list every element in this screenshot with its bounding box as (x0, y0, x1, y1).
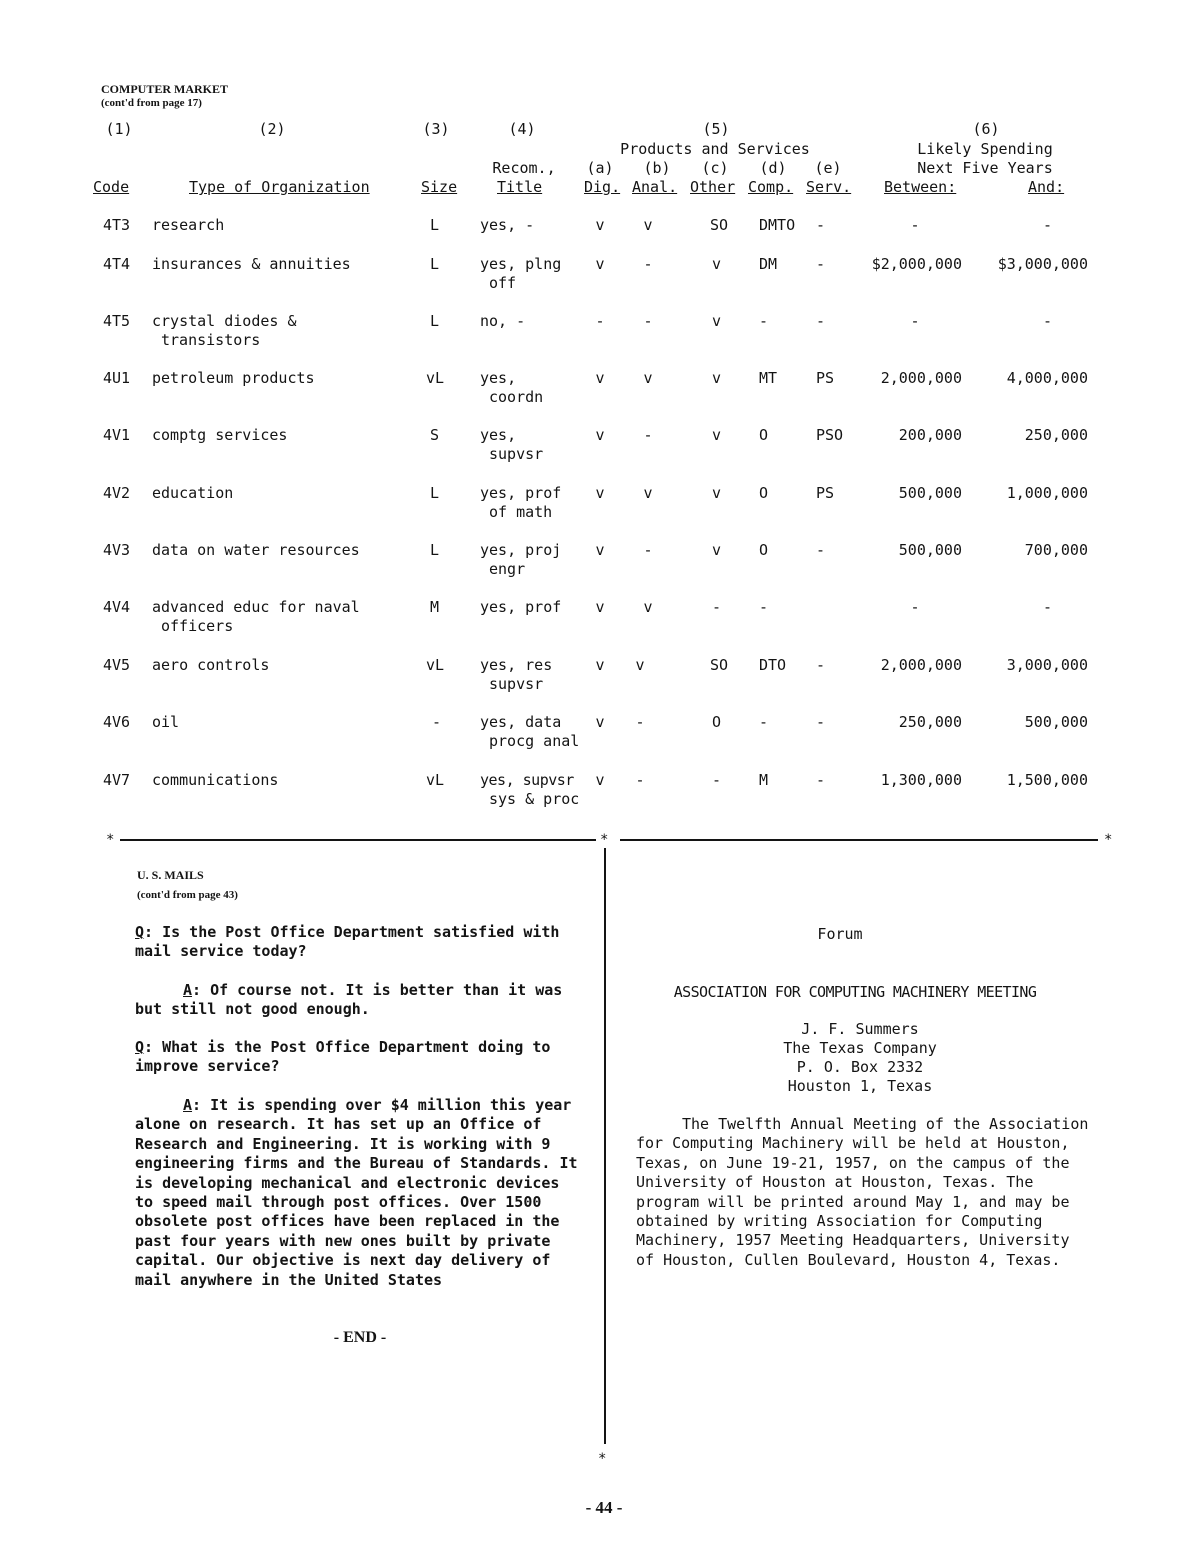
size-cell: L (430, 216, 440, 234)
between-cell: 500,000 (898, 541, 962, 559)
question-1: Q: Is the Post Office Department satisfied with mail service today? (135, 923, 560, 961)
serv-cell: - (816, 541, 826, 559)
size-cell: L (430, 255, 440, 273)
code-cell: 4T5 (103, 312, 131, 330)
separator-star: * (106, 832, 115, 848)
serv-cell: - (816, 312, 826, 330)
a-label: A (183, 981, 193, 999)
other-cell: O (712, 713, 722, 731)
title-cell: yes, res (480, 656, 553, 674)
header-serv: Serv. (806, 178, 852, 196)
header-type: Type of Organization (189, 178, 370, 196)
code-cell: 4V2 (103, 484, 131, 502)
size-cell: vL (426, 771, 445, 789)
group-title-spending: Likely Spending (917, 140, 1053, 158)
answer-1: A: Of course not. It is better than it was but still not good enough. (135, 981, 563, 1019)
dig-cell: v (595, 426, 605, 444)
comp-cell: O (759, 484, 769, 502)
other-cell: v (712, 484, 722, 502)
anal-cell: - (643, 541, 653, 559)
and-cell: 500,000 (1024, 713, 1088, 731)
type-cell-line2: transistors (161, 331, 261, 349)
question-1-text: Is the Post Office Department satisfied with mail service today? (135, 923, 560, 961)
contact-box: P. O. Box 2332 (796, 1058, 924, 1076)
separator-star: * (1104, 832, 1113, 848)
and-cell: - (1042, 312, 1052, 330)
col-number: (3) (422, 120, 450, 138)
header-title: Title (497, 178, 543, 196)
dig-cell: v (595, 656, 605, 674)
forum-heading: Forum (817, 925, 863, 943)
q-label: Q (135, 1038, 145, 1056)
serv-cell: - (816, 656, 826, 674)
other-cell: - (712, 771, 722, 789)
group-title-products: Products and Services (620, 140, 810, 158)
title-cell-line2: procg anal (489, 732, 580, 750)
type-cell: advanced educ for naval (152, 598, 360, 616)
between-cell: - (910, 598, 920, 616)
type-cell: aero controls (152, 656, 270, 674)
comp-cell: DMTO (759, 216, 796, 234)
between-cell: 2,000,000 (880, 369, 962, 387)
contact-name: J. F. Summers (801, 1020, 919, 1038)
dig-cell: v (595, 255, 605, 273)
other-cell: v (712, 255, 722, 273)
title-cell: yes, - (480, 216, 535, 234)
title-cell-line2: supvsr (489, 675, 544, 693)
question-2-text: What is the Post Office Department doing to improve service? (135, 1038, 551, 1076)
answer-2-text: It is spending over $4 million this year alone on research. It has set up an Office of Research and Engineering. It is working with 9 engineering firms and the Bureau of Standards. It is developing mechanical and electronic devices to speed mail through post offices. Over 1500 obsolete post offices have been replaced in the past four years with new ones built by private capital. Our objective is next day delivery of mail anywhere in the United States (135, 1096, 578, 1289)
group-title-spending-2: Next Five Years (917, 159, 1053, 177)
separator-rule (620, 839, 1098, 841)
title-cell-line2: sys & proc (489, 790, 580, 808)
comp-cell: DTO (759, 656, 787, 674)
anal-cell: - (635, 713, 645, 731)
type-cell: communications (152, 771, 279, 789)
and-cell: 4,000,000 (1006, 369, 1088, 387)
comp-cell: M (759, 771, 769, 789)
mails-continued: (cont'd from page 43) (137, 889, 238, 901)
anal-cell: v (643, 484, 653, 502)
header-and: And: (1028, 178, 1065, 196)
sub-letter: (c) (701, 159, 729, 177)
dig-cell: - (595, 312, 605, 330)
header-anal: Anal. (632, 178, 678, 196)
between-cell: - (910, 312, 920, 330)
dig-cell: v (595, 369, 605, 387)
type-cell-line2: officers (161, 617, 234, 635)
other-cell: - (712, 598, 722, 616)
and-cell: - (1042, 216, 1052, 234)
between-cell: 500,000 (898, 484, 962, 502)
code-cell: 4V3 (103, 541, 131, 559)
type-cell: crystal diodes & (152, 312, 297, 330)
other-cell: v (712, 312, 722, 330)
between-cell: 2,000,000 (880, 656, 962, 674)
and-cell: - (1042, 598, 1052, 616)
mails-title: U. S. MAILS (137, 868, 204, 882)
code-cell: 4T3 (103, 216, 131, 234)
title-cell: yes, (480, 426, 517, 444)
between-cell: $2,000,000 (871, 255, 962, 273)
between-cell: 250,000 (898, 713, 962, 731)
and-cell: 3,000,000 (1006, 656, 1088, 674)
type-cell: oil (152, 713, 180, 731)
forum-title: ASSOCIATION FOR COMPUTING MACHINERY MEETING (673, 983, 1037, 1001)
and-cell: 700,000 (1024, 541, 1088, 559)
title-cell-line2: of math (489, 503, 553, 521)
sub-letter: (e) (814, 159, 842, 177)
comp-cell: - (759, 312, 769, 330)
size-cell: L (430, 312, 440, 330)
type-cell: education (152, 484, 234, 502)
title-cell-line2: supvsr (489, 445, 544, 463)
header-code: Code (93, 178, 130, 196)
dig-cell: v (595, 598, 605, 616)
other-cell: SO (710, 656, 729, 674)
sub-letter: (d) (759, 159, 787, 177)
size-cell: vL (426, 369, 445, 387)
anal-cell: - (635, 771, 645, 789)
title-cell: yes, (480, 369, 517, 387)
dig-cell: v (595, 771, 605, 789)
header-size: Size (421, 178, 458, 196)
comp-cell: - (759, 713, 769, 731)
question-2: Q: What is the Post Office Department doing to improve service? (135, 1038, 551, 1076)
end-marker: - END - (333, 1329, 387, 1346)
dig-cell: v (595, 484, 605, 502)
header-comp: Comp. (748, 178, 794, 196)
title-cell: yes, prof (480, 598, 562, 616)
anal-cell: - (643, 426, 653, 444)
continued-note: (cont'd from page 17) (101, 97, 202, 109)
serv-cell: PS (816, 484, 835, 502)
answer-1-text: Of course not. It is better than it was but still not good enough. (135, 981, 563, 1019)
col-number: (2) (258, 120, 286, 138)
title-cell: yes, plng (480, 255, 562, 273)
section-title: COMPUTER MARKET (101, 82, 228, 96)
page-number: - 44 - (585, 1498, 623, 1517)
size-cell: M (430, 598, 440, 616)
type-cell: petroleum products (152, 369, 315, 387)
code-cell: 4V7 (103, 771, 131, 789)
code-cell: 4U1 (103, 369, 131, 387)
comp-cell: O (759, 541, 769, 559)
other-cell: v (712, 426, 722, 444)
and-cell: 1,000,000 (1006, 484, 1088, 502)
and-cell: $3,000,000 (997, 255, 1088, 273)
comp-cell: DM (759, 255, 778, 273)
code-cell: 4V4 (103, 598, 131, 616)
recom-label: Recom., (492, 159, 556, 177)
code-cell: 4V5 (103, 656, 131, 674)
a-label: A (183, 1096, 193, 1114)
other-cell: v (712, 541, 722, 559)
size-cell: L (430, 484, 440, 502)
sub-letter: (b) (643, 159, 671, 177)
anal-cell: v (643, 598, 653, 616)
title-cell: yes, prof (480, 484, 562, 502)
col-number: (6) (972, 120, 1000, 138)
size-cell: - (432, 713, 442, 731)
anal-cell: v (635, 656, 645, 674)
and-cell: 1,500,000 (1006, 771, 1088, 789)
column-divider (604, 848, 606, 1444)
title-cell: yes, data (480, 713, 562, 731)
and-cell: 250,000 (1024, 426, 1088, 444)
serv-cell: PSO (816, 426, 844, 444)
header-between: Between: (884, 178, 957, 196)
separator-star: * (598, 1451, 607, 1467)
size-cell: L (430, 541, 440, 559)
size-cell: vL (426, 656, 445, 674)
other-cell: v (712, 369, 722, 387)
title-cell-line2: coordn (489, 388, 544, 406)
serv-cell: - (816, 713, 826, 731)
serv-cell: - (816, 771, 826, 789)
size-cell: S (430, 426, 440, 444)
code-cell: 4V6 (103, 713, 131, 731)
type-cell: research (152, 216, 225, 234)
type-cell: comptg services (152, 426, 288, 444)
separator-rule (120, 839, 596, 841)
header-dig: Dig. (584, 178, 621, 196)
between-cell: 200,000 (898, 426, 962, 444)
header-other: Other (690, 178, 736, 196)
serv-cell: - (816, 216, 826, 234)
between-cell: - (910, 216, 920, 234)
contact-city: Houston 1, Texas (787, 1077, 933, 1095)
col-number: (4) (508, 120, 536, 138)
title-cell: yes, supvsr (480, 771, 574, 789)
type-cell: insurances & annuities (152, 255, 351, 273)
comp-cell: - (759, 598, 769, 616)
answer-2: A: It is spending over $4 million this year alone on research. It has set up an Office of Research and Engineering. It is working with 9 engineering firms and the Bureau of Standards. It is developing mechanical and electronic devices to speed mail through post offices. Over 1500 obsolete post offices have been replaced in the past four years with new ones built by private capital. Our objective is next day delivery of mail anywhere in the United States (135, 1096, 578, 1289)
separator-star: * (600, 832, 609, 848)
dig-cell: v (595, 713, 605, 731)
serv-cell: PS (816, 369, 835, 387)
comp-cell: O (759, 426, 769, 444)
title-cell: no, - (480, 312, 526, 330)
anal-cell: v (643, 216, 653, 234)
code-cell: 4V1 (103, 426, 131, 444)
anal-cell: v (643, 369, 653, 387)
dig-cell: v (595, 216, 605, 234)
between-cell: 1,300,000 (880, 771, 962, 789)
col-number: (5) (702, 120, 730, 138)
type-cell: data on water resources (152, 541, 360, 559)
anal-cell: - (643, 255, 653, 273)
forum-body: The Twelfth Annual Meeting of the Association for Computing Machinery will be held at Houston, Texas, on June 19-21, 1957, on the campus of the University of Houston at Houston, Texas. The program will be printed around May 1, and may be obtained by writing Association for Computing Machinery, 1957 Meeting Headquarters, University of Houston, Cullen Boulevard, Houston 4, Texas. (636, 1115, 1089, 1269)
contact-company: The Texas Company (783, 1039, 937, 1057)
sub-letter: (a) (586, 159, 614, 177)
comp-cell: MT (759, 369, 778, 387)
anal-cell: - (643, 312, 653, 330)
other-cell: SO (710, 216, 729, 234)
code-cell: 4T4 (103, 255, 131, 273)
serv-cell: - (816, 255, 826, 273)
title-cell: yes, proj (480, 541, 562, 559)
title-cell-line2: off (489, 274, 517, 292)
title-cell-line2: engr (489, 560, 526, 578)
col-number: (1) (105, 120, 133, 138)
q-label: Q (135, 923, 145, 941)
dig-cell: v (595, 541, 605, 559)
